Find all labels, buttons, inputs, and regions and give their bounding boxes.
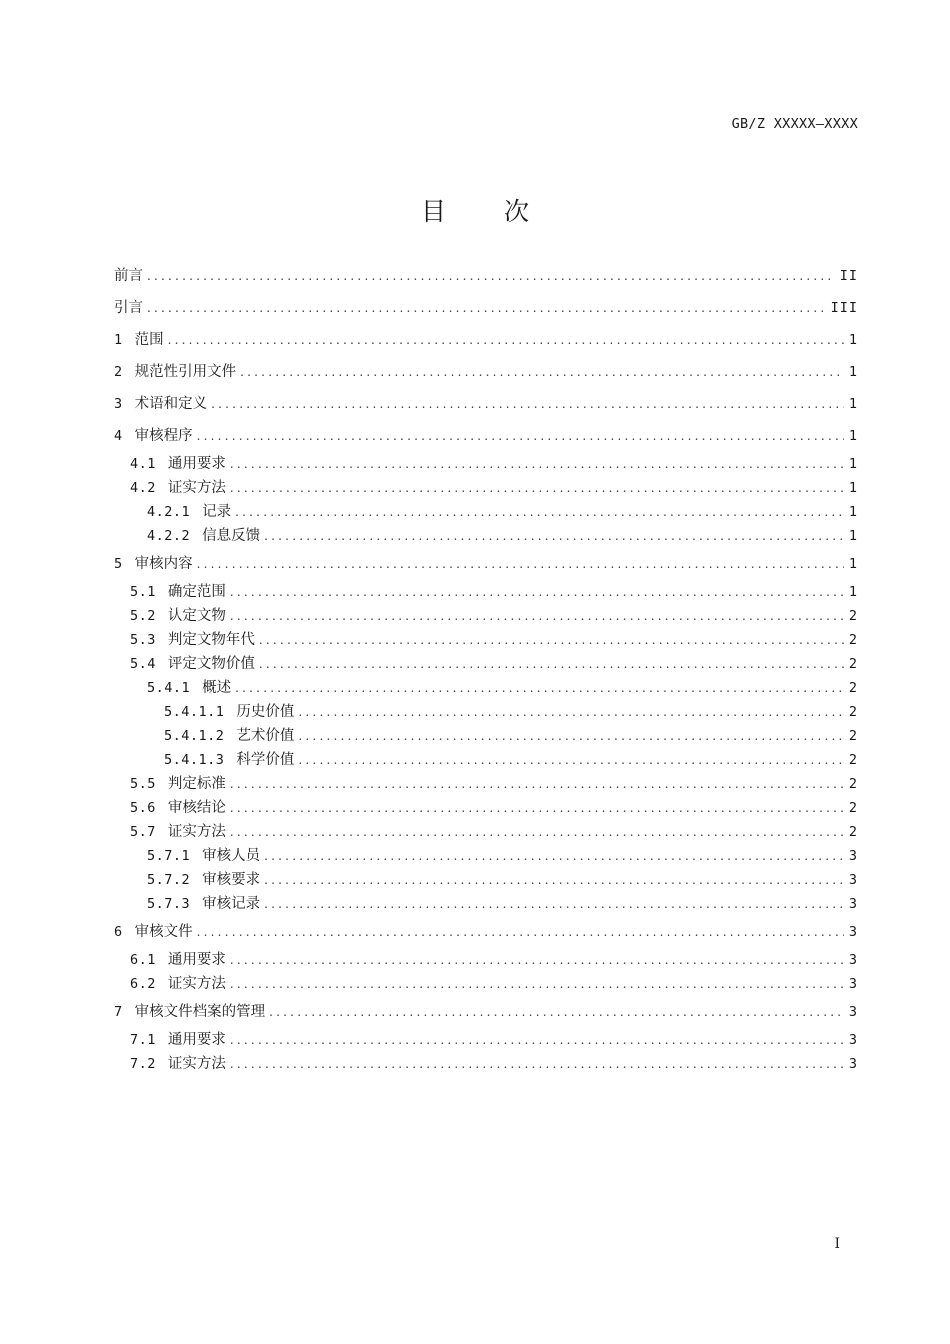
dot-leader (230, 452, 844, 476)
dot-leader (298, 748, 843, 772)
toc-entry-label: 审核人员 (202, 848, 261, 864)
standard-code: GB/Z XXXXX—XXXX (731, 116, 858, 132)
page-title (0, 192, 950, 228)
toc-entry-number: 5.1 (130, 584, 156, 600)
toc-entry[interactable] (114, 700, 858, 724)
toc-entry[interactable] (114, 772, 858, 796)
toc-entry-label: 确定范围 (167, 584, 226, 600)
dot-leader (230, 1052, 844, 1076)
toc-entry-page: 1 (848, 480, 858, 496)
toc-entry[interactable] (114, 388, 858, 420)
toc-entry-page: 1 (848, 364, 858, 380)
toc-entry-page: 2 (848, 752, 858, 768)
dot-leader (230, 796, 844, 820)
toc-entry-label: 评定文物价值 (167, 656, 255, 672)
toc-entry[interactable] (114, 524, 858, 548)
toc-entry-number: 1 (114, 332, 123, 348)
toc-entry-label: 证实方法 (167, 976, 226, 992)
toc-entry[interactable] (114, 892, 858, 916)
dot-leader (264, 844, 844, 868)
toc-entry-page: 3 (848, 848, 858, 864)
toc-entry-number: 6 (114, 924, 123, 940)
toc-entry-page: 2 (848, 800, 858, 816)
toc-entry[interactable] (114, 452, 858, 476)
toc-entry-label: 审核文件档案的管理 (134, 1004, 266, 1020)
toc-entry[interactable] (114, 356, 858, 388)
dot-leader (264, 892, 844, 916)
toc-entry[interactable] (114, 260, 858, 292)
toc-entry-number: 5.6 (130, 800, 156, 816)
toc-entry[interactable] (114, 420, 858, 452)
toc-entry-page: 2 (848, 824, 858, 840)
dot-leader (230, 476, 844, 500)
toc-entry-page: 3 (848, 976, 858, 992)
dot-leader (230, 772, 844, 796)
toc-entry-page: 1 (848, 456, 858, 472)
toc-entry-label: 规范性引用文件 (134, 364, 237, 380)
toc-entry[interactable] (114, 844, 858, 868)
toc-entry[interactable] (114, 796, 858, 820)
toc-entry-number: 4.2 (130, 480, 156, 496)
title-char-2: 次 (504, 197, 530, 226)
toc-entry-page: 2 (848, 776, 858, 792)
toc-entry-page: 1 (848, 332, 858, 348)
dot-leader (235, 676, 844, 700)
toc-entry-number: 6.1 (130, 952, 156, 968)
toc-entry-number: 5.4.1 (147, 680, 191, 696)
toc-entry-label: 艺术价值 (236, 728, 295, 744)
toc-entry-number: 5.7.2 (147, 872, 191, 888)
toc-entry-page: 1 (848, 528, 858, 544)
toc-entry-label: 审核要求 (202, 872, 261, 888)
toc-entry[interactable] (114, 628, 858, 652)
title-char-1: 目 (420, 197, 446, 226)
dot-leader (259, 652, 844, 676)
toc-entry-number: 5.7.3 (147, 896, 191, 912)
toc-entry-page: 2 (848, 728, 858, 744)
page-number: I (834, 1236, 840, 1252)
dot-leader (259, 628, 844, 652)
toc-entry-label: 审核内容 (134, 556, 193, 572)
toc-entry[interactable] (114, 548, 858, 580)
dot-leader (147, 292, 826, 324)
toc-entry-label: 科学价值 (236, 752, 295, 768)
toc-entry-label: 术语和定义 (134, 396, 208, 412)
toc-entry-label: 证实方法 (167, 824, 226, 840)
toc-entry-page: 1 (848, 396, 858, 412)
toc-entry[interactable] (114, 604, 858, 628)
toc-entry-page: 2 (848, 632, 858, 648)
toc-entry-page: 2 (848, 680, 858, 696)
toc-entry[interactable] (114, 324, 858, 356)
toc-entry-number: 5.2 (130, 608, 156, 624)
toc-entry[interactable] (114, 948, 858, 972)
dot-leader (235, 500, 844, 524)
toc-entry[interactable] (114, 916, 858, 948)
toc-entry-number: 5.4.1.3 (164, 752, 225, 768)
toc-entry-number: 4.1 (130, 456, 156, 472)
dot-leader (197, 916, 844, 948)
dot-leader (230, 580, 844, 604)
toc-entry[interactable] (114, 748, 858, 772)
toc-entry-number: 4 (114, 428, 123, 444)
toc-entry-number: 7.2 (130, 1056, 156, 1072)
toc-entry[interactable] (114, 652, 858, 676)
dot-leader (269, 996, 844, 1028)
toc-entry-number: 2 (114, 364, 123, 380)
toc-entry-label: 概述 (202, 680, 232, 696)
dot-leader (264, 868, 844, 892)
toc-entry[interactable] (114, 996, 858, 1028)
toc-entry-number: 5.4.1.1 (164, 704, 225, 720)
toc-entry-page: III (830, 300, 858, 316)
dot-leader (230, 1028, 844, 1052)
dot-leader (240, 356, 844, 388)
toc-entry-page: 1 (848, 584, 858, 600)
toc-entry-page: II (839, 268, 858, 284)
toc-entry[interactable] (114, 292, 858, 324)
toc-entry-page: 1 (848, 504, 858, 520)
toc-entry-label: 通用要求 (167, 1032, 226, 1048)
dot-leader (197, 548, 844, 580)
toc-entry-number: 5.5 (130, 776, 156, 792)
toc-entry-number: 5.4 (130, 656, 156, 672)
toc-entry-number: 5.4.1.2 (164, 728, 225, 744)
toc-entry[interactable] (114, 724, 858, 748)
toc-entry-label: 通用要求 (167, 952, 226, 968)
toc-entry-label: 引言 (114, 300, 143, 316)
dot-leader (230, 948, 844, 972)
toc-entry-label: 历史价值 (236, 704, 295, 720)
toc-entry-label: 证实方法 (167, 1056, 226, 1072)
toc-entry-label: 审核结论 (167, 800, 226, 816)
dot-leader (298, 700, 843, 724)
toc-entry[interactable] (114, 1052, 858, 1076)
toc-entry-label: 认定文物 (167, 608, 226, 624)
toc-entry-number: 5.7 (130, 824, 156, 840)
dot-leader (147, 260, 835, 292)
dot-leader (230, 604, 844, 628)
toc-entry-number: 5 (114, 556, 123, 572)
toc-entry-number: 5.3 (130, 632, 156, 648)
toc-entry-label: 记录 (202, 504, 232, 520)
dot-leader (264, 524, 844, 548)
toc-entry-number: 5.7.1 (147, 848, 191, 864)
toc-entry-label: 通用要求 (167, 456, 226, 472)
dot-leader (230, 972, 844, 996)
toc-entry[interactable] (114, 676, 858, 700)
toc-entry-page: 3 (848, 1056, 858, 1072)
toc-entry-label: 前言 (114, 268, 143, 284)
toc-entry[interactable] (114, 972, 858, 996)
toc-entry[interactable] (114, 500, 858, 524)
toc-entry-number: 4.2.2 (147, 528, 191, 544)
toc-entry-number: 4.2.1 (147, 504, 191, 520)
toc-entry-number: 3 (114, 396, 123, 412)
table-of-contents (114, 260, 858, 1076)
toc-entry[interactable] (114, 1028, 858, 1052)
toc-entry-label: 信息反馈 (202, 528, 261, 544)
toc-entry-label: 判定文物年代 (167, 632, 255, 648)
toc-entry-page: 3 (848, 896, 858, 912)
toc-entry[interactable] (114, 868, 858, 892)
toc-entry-label: 审核程序 (134, 428, 193, 444)
toc-entry-page: 3 (848, 924, 858, 940)
toc-entry-number: 6.2 (130, 976, 156, 992)
toc-entry-label: 证实方法 (167, 480, 226, 496)
toc-entry[interactable] (114, 476, 858, 500)
toc-entry-label: 判定标准 (167, 776, 226, 792)
dot-leader (298, 724, 843, 748)
toc-entry-page: 3 (848, 952, 858, 968)
toc-entry-page: 1 (848, 428, 858, 444)
dot-leader (211, 388, 844, 420)
toc-entry-page: 3 (848, 872, 858, 888)
dot-leader (197, 420, 844, 452)
toc-entry-number: 7.1 (130, 1032, 156, 1048)
toc-entry-page: 2 (848, 608, 858, 624)
toc-entry-label: 审核记录 (202, 896, 261, 912)
toc-entry[interactable] (114, 820, 858, 844)
toc-entry[interactable] (114, 580, 858, 604)
toc-entry-label: 范围 (134, 332, 164, 348)
toc-entry-page: 2 (848, 704, 858, 720)
toc-entry-page: 2 (848, 656, 858, 672)
toc-entry-page: 3 (848, 1004, 858, 1020)
toc-entry-page: 1 (848, 556, 858, 572)
toc-entry-label: 审核文件 (134, 924, 193, 940)
dot-leader (168, 324, 844, 356)
dot-leader (230, 820, 844, 844)
toc-entry-page: 3 (848, 1032, 858, 1048)
toc-entry-number: 7 (114, 1004, 123, 1020)
